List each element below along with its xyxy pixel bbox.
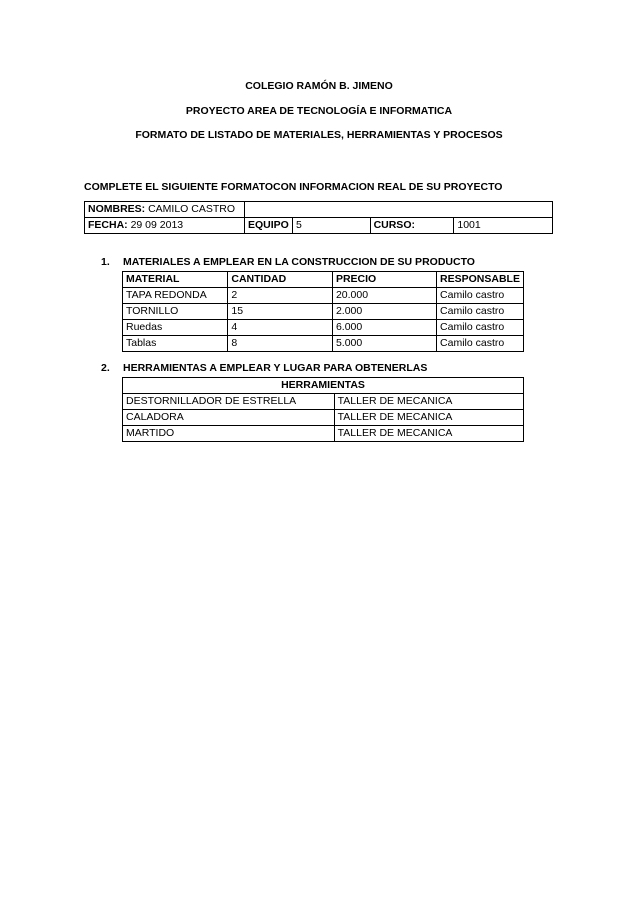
tools-header-row <box>123 378 524 394</box>
tool-cell: DESTORNILLADOR DE ESTRELLA <box>123 394 335 410</box>
column-header: RESPONSABLE <box>437 272 524 288</box>
date-value: 29 09 2013 <box>127 219 184 231</box>
table-row <box>123 336 524 352</box>
tool-cell: MARTIDO <box>123 426 335 442</box>
quantity-cell: 4 <box>228 320 333 336</box>
place-cell: TALLER DE MECANICA <box>334 426 523 442</box>
place-cell: TALLER DE MECANICA <box>334 410 523 426</box>
material-cell: TAPA REDONDA <box>123 288 228 304</box>
table-row <box>123 410 524 426</box>
date-label: FECHA: <box>88 219 128 231</box>
quantity-cell: 15 <box>228 304 333 320</box>
course-value: 1001 <box>454 218 553 234</box>
price-cell: 6.000 <box>332 320 436 336</box>
section-1-title: MATERIALES A EMPLEAR EN LA CONSTRUCCION DE SU PRODUCTO <box>123 256 475 268</box>
course-label: CURSO: <box>370 218 454 234</box>
info-row-details <box>85 218 553 234</box>
date-cell <box>85 218 245 234</box>
table-row <box>123 320 524 336</box>
responsible-cell: Camilo castro <box>437 288 524 304</box>
student-info-table <box>84 201 553 234</box>
tools-table <box>122 377 524 442</box>
team-label: EQUIPO <box>244 218 292 234</box>
names-value: CAMILO CASTRO <box>145 203 236 215</box>
names-label: NOMBRES: <box>88 203 146 215</box>
quantity-cell: 8 <box>228 336 333 352</box>
info-row-names <box>85 202 553 218</box>
column-header: CANTIDAD <box>228 272 333 288</box>
responsible-cell: Camilo castro <box>437 304 524 320</box>
materials-header-row <box>123 272 524 288</box>
materials-table <box>122 271 524 352</box>
table-row <box>123 394 524 410</box>
material-cell: Ruedas <box>123 320 228 336</box>
instruction-text: COMPLETE EL SIGUIENTE FORMATOCON INFORMACION REAL DE SU PROYECTO <box>84 181 503 193</box>
material-cell: Tablas <box>123 336 228 352</box>
names-empty-cell <box>244 202 552 218</box>
price-cell: 2.000 <box>332 304 436 320</box>
place-cell: TALLER DE MECANICA <box>334 394 523 410</box>
price-cell: 20.000 <box>332 288 436 304</box>
format-title: FORMATO DE LISTADO DE MATERIALES, HERRAMIENTAS Y PROCESOS <box>135 129 503 141</box>
section-2-title: HERRAMIENTAS A EMPLEAR Y LUGAR PARA OBTENERLAS <box>123 362 428 374</box>
project-area-title: PROYECTO AREA DE TECNOLOGÍA E INFORMATICA <box>185 105 453 117</box>
table-row <box>123 426 524 442</box>
material-cell: TORNILLO <box>123 304 228 320</box>
price-cell: 5.000 <box>332 336 436 352</box>
table-row <box>123 288 524 304</box>
table-row <box>123 304 524 320</box>
quantity-cell: 2 <box>228 288 333 304</box>
column-header: PRECIO <box>332 272 436 288</box>
responsible-cell: Camilo castro <box>437 320 524 336</box>
tool-cell: CALADORA <box>123 410 335 426</box>
names-cell <box>85 202 245 218</box>
school-name: COLEGIO RAMÓN B. JIMENO <box>245 80 393 92</box>
responsible-cell: Camilo castro <box>437 336 524 352</box>
section-2-number: 2. <box>101 362 110 374</box>
section-1-number: 1. <box>101 256 110 268</box>
tools-header: HERRAMIENTAS <box>123 378 524 394</box>
column-header: MATERIAL <box>123 272 228 288</box>
team-value: 5 <box>292 218 370 234</box>
